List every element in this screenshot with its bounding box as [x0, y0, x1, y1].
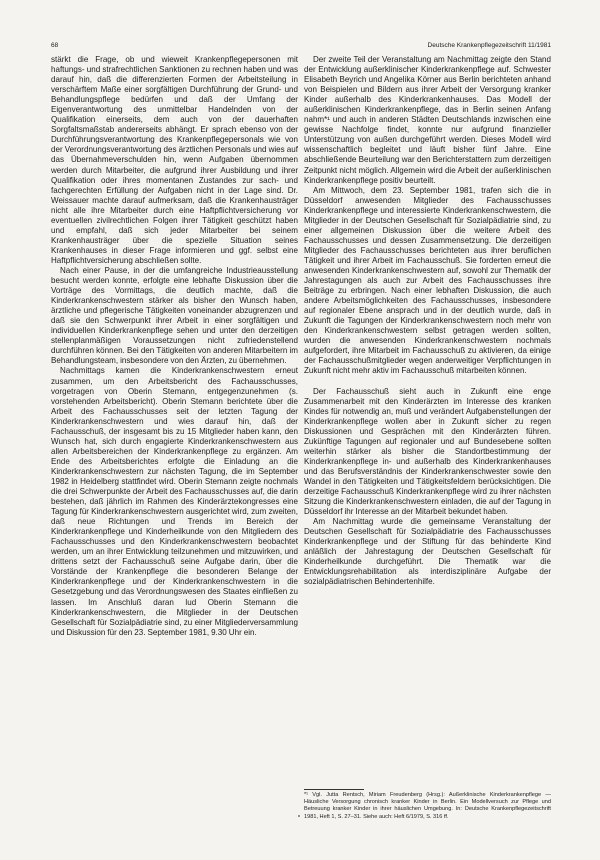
body-paragraph: Nachmittags kamen die Kinderkrankenschwestern erneut zusammen, um den Arbeitsbericht des Fachausschusses, vorgetragen von Oberin Stemann, entgegenzunehmen (s. vorstehenden Arbeitsbericht). Oberin Stemann berichtete über die Arbeit des Fachausschusses seit der letzten Tagung der Kinderkrankenschwestern und wies darauf hin, daß der Fachausschuß, der insgesamt bis zu 15 Mitglieder haben kann, den Wunsch hat, sich durch engagierte Kinderkrankenschwestern aus allen Arbeitsbereichen der Kinderkrankenpflege zu ergänzen. Am Ende des Arbeitsberichtes erfolgte die Einladung an die Kinderkrankenschwestern zur nächsten Tagung, die im September 1982 in Heidelberg stattfindet wird. Oberin Stemann zeigte nochmals die drei Schwerpunkte der Arbeit des Fachausschusses auf, die darin bestehen, daß jährlich im Rahmen des Kinderärztekongresses eine Tagung für Kinderkrankenschwestern ausgerichtet wird, zum zweiten, daß neue Richtungen und Trends im Bereich der Kinderkrankenpflege und Kinderheilkunde von den Mitgliedern des Fachausschusses und den Kinderkrankenschwestern beobachtet werden, um an ihrer Entwicklung teilzunehmen und mitzuwirken, und drittens setzt der Fachausschuß seine Aufgabe darin, über die Vorstände der Krankenpflege die besonderen Belange der Kinderkrankenpflege und der Kinderkrankenschwestern in die Gesetzgebung und das Verordnungswesen des Staates einfließen zu lassen. Im Anschluß daran lud Oberin Stemann die Kinderkrankenschwestern, die Mitglieder in der Deutschen Gesellschaft für Sozialpädiatrie sind, zu einer Mitgliederversammlung und Diskussion für den 23. September 1981, 9.30 Uhr ein. — [51, 366, 298, 637]
body-paragraph: Der zweite Teil der Veranstaltung am Nachmittag zeigte den Stand der Entwicklung außerklinischer Kinderkrankenpflege auf. Schwester Elisabeth Beyrich und Angelika Körner aus Berlin berichteten anhand von Beispielen und Bildern aus ihrer Arbeit der Versorgung kranker Kinder außerhalb des Kinderkrankenhauses. Das Modell der außerklinischen Kinderkrankenpflege, das in Berlin seinen Anfang nahm*¹ und auch in anderen Städten Deutschlands inzwischen eine gewisse Nachfolge findet, konnte nur aufgrund finanzieller Unterstützung von außen durchgeführt werden. Dieses Modell wird wissenschaftlich begleitet und läuft bisher fünf Jahre. Eine abschließende Beurteilung war den Berichterstattern zum derzeitigen Zeitpunkt nicht möglich. Allgemein wird die Arbeit der außerklinischen Kinderkrankenpflege positiv beurteilt. — [304, 55, 551, 185]
running-header — [51, 41, 551, 51]
footnote-divider — [304, 789, 364, 790]
right-column — [304, 55, 551, 587]
journal-title: Deutsche Krankenpflegezeitschrift 11/1981 — [427, 42, 551, 49]
page-number: 68 — [51, 42, 59, 49]
footnote: *¹ Vgl. Jutta Rentsch, Miriam Freudenberg (Hrsg.): Außerklinische Kinderkrankenpflege — Häusliche Versorgung chronisch kranker Kinder in Berlin. Ein Modellversuch zur Pflege und Betreuung kranker Kinder in ihrer häuslichen Umgebung. In: Deutsche Krankenpflegezeitschrift 1981, Heft 1, S. 27–31. Siehe auch: Heft 6/1979, S. 316 ff. — [304, 792, 551, 820]
body-paragraph: stärkt die Frage, ob und wieweit Krankenpflegepersonen mit haftungs- und strafrechtlichen Sanktionen zu rechnen haben und was darauf hin, daß die differenzierten Formen der Arbeitsteilung in verschärftem Maße einer sorgfältigen Durchführung der Grund- und Behandlungspflege bedürfen und daß der Umfang der Eigenverantwortung des unmittelbar Handelnden von der Qualifikation einerseits, dem auch von der dauerhaften Sorgfaltsmaßstab andererseits abhängt. Er sprach ebenso von der Durchführungsverantwortung des Krankenpflegepersonals wie von der Verordnungsverantwortung des ärztlichen Personals und wies auf das Übernahmeverschulden hin, wenn Aufgaben übernommen werden durch Mitarbeiter, die aufgrund ihrer Ausbildung und ihrer Qualifikation oder ihres momentanen Zustandes zur sach- und fachgerechten Erfüllung der Aufgaben nicht in der Lage sind. Dr. Weissauer machte darauf aufmerksam, daß die Krankenhausträger nicht alle ihre Mitarbeiter durch eine Haftpflichtversicherung vor eventuellen zivilrechtlichen Folgen ihrer Tätigkeit geschützt haben und empfahl, daß sich jeder Mitarbeiter bei seinem Krankenhausträger über die spezielle Situation seines Krankenhauses in dieser Frage informieren und ggf. selbst eine Haftpflichtversicherung abschließen sollte. — [51, 55, 298, 265]
scan-speck — [298, 815, 300, 817]
body-paragraph: Nach einer Pause, in der die umfangreiche Industrieausstellung besucht werden konnte, erfolgte eine lebhafte Diskussion über die Vorträge des Vormittags, die deutlich machte, daß die Kinderkrankenschwestern stärker als bisher den Wunsch haben, ärztliche und pflegerische Tätigkeiten voneinander abzugrenzen und daß sie den Schwerpunkt ihrer Arbeit in einer sorgfältigen und individuellen Kinderkrankenpflege sehen und unter den derzeitigen stellenplanmäßigen Voraussetzungen nicht zufriedenstellend durchführen können. Bei den Tätigkeiten von anderen Mitarbeitern im Behandlungsteam, insbesondere von den Ärzten, zu übernehmen. — [51, 265, 298, 366]
left-column — [51, 55, 298, 638]
body-paragraph: Am Nachmittag wurde die gemeinsame Veranstaltung der Deutschen Gesellschaft für Sozialpädiatrie des Fachausschusses Kinderkrankenpflege und der Stiftung für das behinderte Kind anläßlich der Jahrestagung der Deutschen Gesellschaft für Kinderheilkunde durchgeführt. Die Thematik war die Entwicklungsrehabilitation als interdisziplinäre Aufgabe der sozialpädiatrischen Behindertenhilfe. — [304, 517, 551, 587]
body-paragraph: Der Fachausschuß sieht auch in Zukunft eine enge Zusammenarbeit mit den Kinderärzten im Interesse des kranken Kindes für notwendig an, muß und verändert Aufgabenstellungen der Kinderkrankenpflege wollen aber in Zukunft sicher zu regen Diskussionen und Gesprächen mit den Kinderärzten führen. Zukünftige Tagungen auf regionaler und auf Bundesebene sollten weiterhin stärker als bisher die Standortbestimmung der Kinderkrankenpflege in- und außerhalb des Kinderkrankenhauses und das Berufsverständnis der Kinderkrankenschwester sowie den Wandel in den Tätigkeiten und Tätigkeitsfeldern berücksichtigen. Die derzeitige Fachausschuß Kinderkrankenpflege wird zu ihrer nächsten Sitzung die Kinderkrankenschwestern einladen, die auf der Tagung in Düsseldorf ihr Interesse an der Mitarbeit bekundet haben. — [304, 386, 551, 517]
body-paragraph: Am Mittwoch, dem 23. September 1981, trafen sich die in Düsseldorf anwesenden Mitglieder des Fachausschusses Kinderkrankenpflege und interessierte Kinderkrankenschwestern, die Mitglieder in der Deutschen Gesellschaft für Sozialpädiatrie sind, zu einer allgemeinen Diskussion über die weitere Arbeit des Fachausschusses und dessen Zusammensetzung. Die derzeitigen Mitglieder des Fachausschusses berichteten aus ihrer beruflichen Tätigkeit und ihrer Arbeit im Fachausschuß. Sie forderten erneut die anwesenden Kinderkrankenschwestern auf, sowohl zur Thematik der Jahrestagungen als auch zur Arbeit des Fachausschusses ihre Beiträge zu erbringen. Nach einer lebhaften Diskussion, die auch andere Arbeitsmöglichkeiten des Fachausschusses, insbesondere auf regionaler Ebene ansprach und in der deutlich wurde, daß in Zukunft die Tagungen der Kinderkrankenschwestern noch mehr von den Kinderkrankenschwestern selbst getragen werden sollten, wurden die anwesenden Kinderkrankenschwestern nochmals aufgefordert, ihre Mitarbeit im Fachausschuß zu aktivieren, da einige der Fachausschußmitglieder wegen anderweitiger Verpflichtungen in Zukunft nicht mehr aktiv im Fachausschuß mitarbeiten können. — [304, 185, 551, 376]
